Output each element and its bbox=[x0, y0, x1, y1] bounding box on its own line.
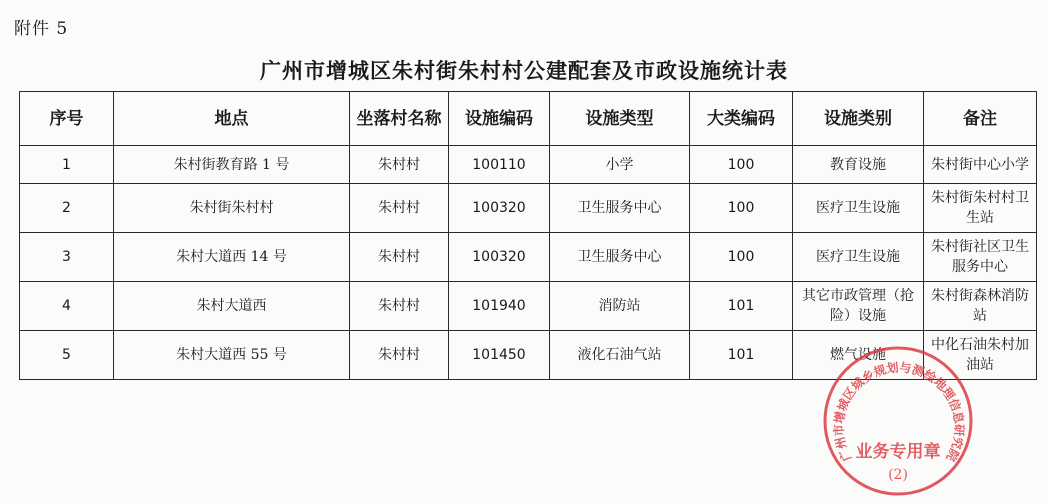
cell-location: 朱村大道西 bbox=[114, 282, 350, 331]
cell-village: 朱村村 bbox=[350, 331, 449, 380]
seal-center-text: 业务专用章 bbox=[855, 442, 941, 462]
cell-facility-type: 卫生服务中心 bbox=[550, 233, 690, 282]
table-row bbox=[20, 146, 1037, 184]
col-header-category-code: 大类编码 bbox=[690, 92, 793, 146]
cell-facility-type: 消防站 bbox=[550, 282, 690, 331]
cell-facility-code: 101940 bbox=[449, 282, 550, 331]
cell-facility-type: 小学 bbox=[550, 146, 690, 184]
cell-remarks: 朱村街社区卫生服务中心 bbox=[924, 233, 1037, 282]
cell-facility-category: 医疗卫生设施 bbox=[793, 184, 924, 233]
col-header-facility-code: 设施编码 bbox=[449, 92, 550, 146]
cell-village: 朱村村 bbox=[350, 146, 449, 184]
cell-facility-category: 燃气设施 bbox=[793, 331, 924, 380]
cell-village: 朱村村 bbox=[350, 233, 449, 282]
cell-remarks: 朱村街中心小学 bbox=[924, 146, 1037, 184]
cell-facility-category: 教育设施 bbox=[793, 146, 924, 184]
col-header-village: 坐落村名称 bbox=[350, 92, 449, 146]
cell-facility-code: 101450 bbox=[449, 331, 550, 380]
col-header-facility-category: 设施类别 bbox=[793, 92, 924, 146]
cell-remarks: 朱村街朱村村卫生站 bbox=[924, 184, 1037, 233]
cell-category-code: 101 bbox=[690, 331, 793, 380]
table-row bbox=[20, 184, 1037, 233]
cell-location: 朱村大道西 14 号 bbox=[114, 233, 350, 282]
table-header-row bbox=[20, 92, 1037, 146]
cell-category-code: 100 bbox=[690, 184, 793, 233]
col-header-index: 序号 bbox=[20, 92, 114, 146]
cell-index: 2 bbox=[20, 184, 114, 233]
seal-number: (2) bbox=[888, 467, 908, 483]
attachment-label: 附件 5 bbox=[14, 19, 69, 39]
cell-facility-category: 其它市政管理（抢险）设施 bbox=[793, 282, 924, 331]
cell-index: 3 bbox=[20, 233, 114, 282]
document-title: 广州市增城区朱村街朱村村公建配套及市政设施统计表 bbox=[260, 58, 788, 83]
cell-location: 朱村街教育路 1 号 bbox=[114, 146, 350, 184]
cell-category-code: 100 bbox=[690, 233, 793, 282]
cell-facility-type: 液化石油气站 bbox=[550, 331, 690, 380]
cell-index: 5 bbox=[20, 331, 114, 380]
col-header-facility-type: 设施类型 bbox=[550, 92, 690, 146]
cell-facility-code: 100320 bbox=[449, 233, 550, 282]
cell-facility-category: 医疗卫生设施 bbox=[793, 233, 924, 282]
cell-location: 朱村街朱村村 bbox=[114, 184, 350, 233]
cell-index: 4 bbox=[20, 282, 114, 331]
cell-facility-code: 100110 bbox=[449, 146, 550, 184]
cell-remarks: 朱村街森林消防站 bbox=[924, 282, 1037, 331]
cell-facility-type: 卫生服务中心 bbox=[550, 184, 690, 233]
table-row bbox=[20, 282, 1037, 331]
cell-category-code: 100 bbox=[690, 146, 793, 184]
table-row bbox=[20, 331, 1037, 380]
cell-facility-code: 100320 bbox=[449, 184, 550, 233]
table-row bbox=[20, 233, 1037, 282]
cell-village: 朱村村 bbox=[350, 282, 449, 331]
cell-category-code: 101 bbox=[690, 282, 793, 331]
col-header-location: 地点 bbox=[114, 92, 350, 146]
facilities-table bbox=[19, 91, 1037, 380]
cell-remarks: 中化石油朱村加油站 bbox=[924, 331, 1037, 380]
seal-org-text: 广州市增城区城乡规划与测绘地理信息研究院 bbox=[831, 360, 967, 464]
col-header-remarks: 备注 bbox=[924, 92, 1037, 146]
cell-location: 朱村大道西 55 号 bbox=[114, 331, 350, 380]
cell-index: 1 bbox=[20, 146, 114, 184]
cell-village: 朱村村 bbox=[350, 184, 449, 233]
